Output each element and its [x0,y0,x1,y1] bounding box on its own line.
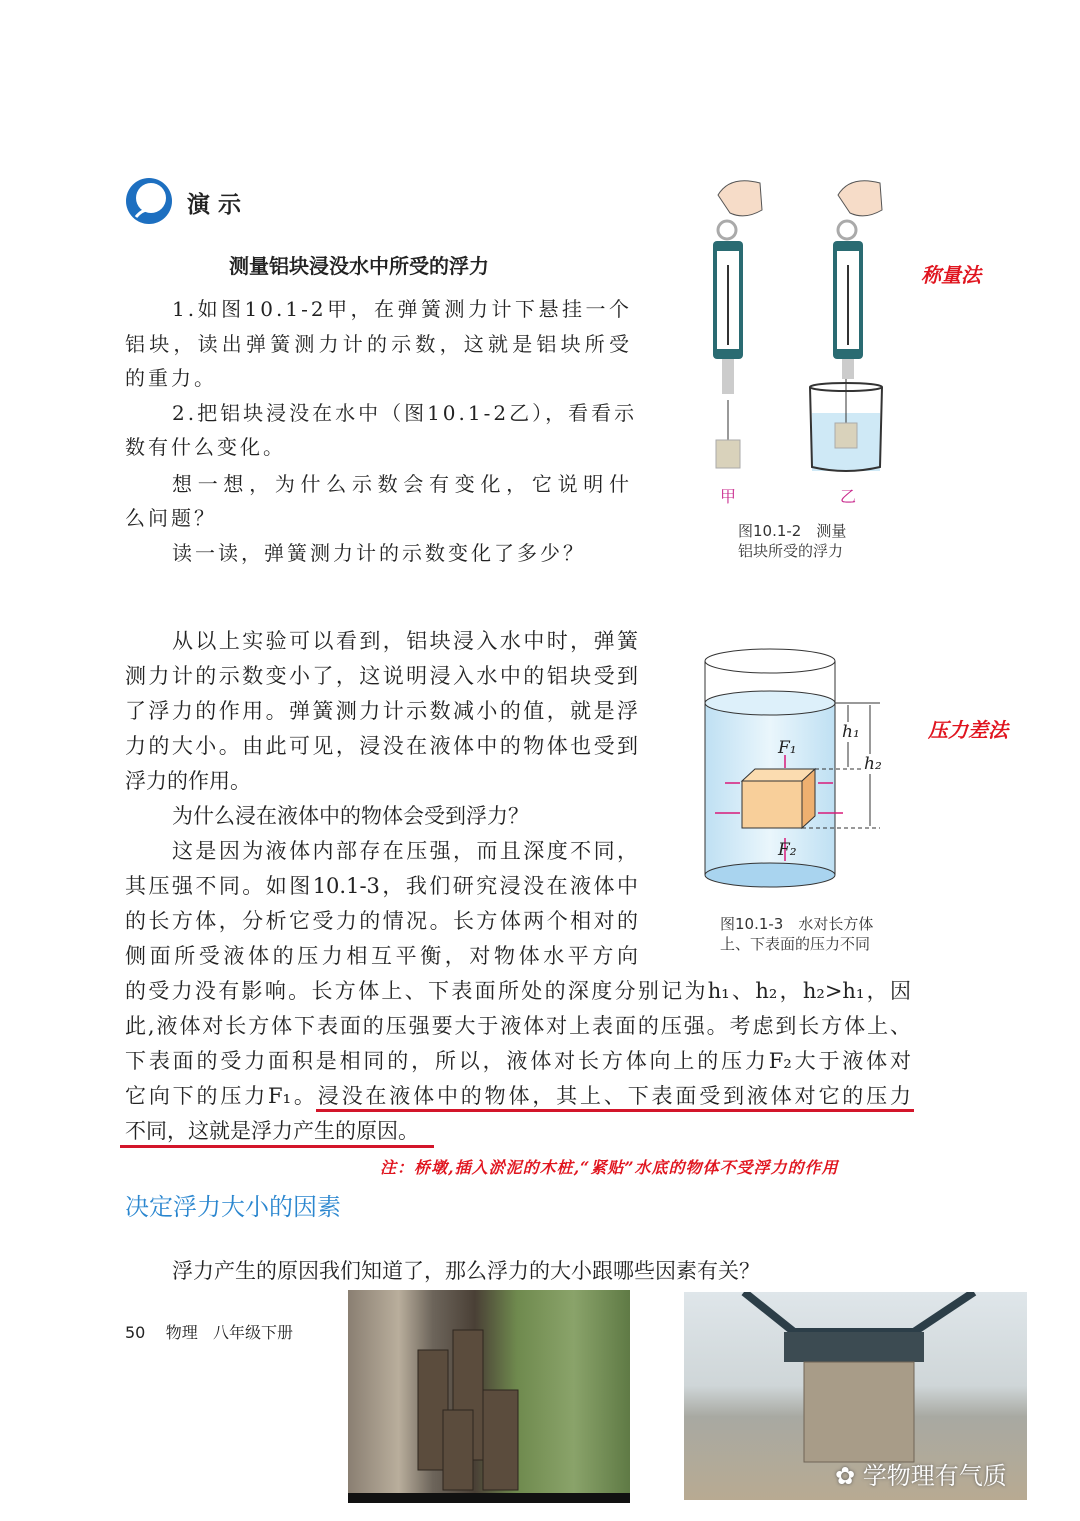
demo-line: 读一读，弹簧测力计的示数变化了多少？ [172,541,586,565]
body-line: 为什么浸在液体中的物体会受到浮力？ [172,804,529,828]
force-label-f1: F₁ [778,738,797,758]
figure-label-b: 乙 [840,487,857,506]
demo-line: 么问题？ [125,506,217,530]
red-underline [316,1109,914,1112]
demo-line: 铝块，读出弹簧测力计的示数，这就是铝块所受 [125,332,632,356]
body-line: 其压强不同。如图10.1-3，我们研究浸没在液体中 [125,874,638,898]
wooden-piles-photo [348,1290,630,1503]
section-heading: 决定浮力大小的因素 [125,1193,341,1221]
figure1-caption-line1: 图10.1-2 测量 [738,522,847,540]
demo-icon [124,177,176,225]
wechat-icon: ✿ [835,1462,856,1490]
body-line: 测力计的示数变小了，这说明浸入水中的铝块受到 [125,664,638,688]
body-line: 下表面的受力面积是相同的，所以，液体对长方体向上的压力F₂大于液体对 [125,1049,911,1073]
figure1-caption-line2: 铝块所受的浮力 [738,542,844,560]
depth-label-h2: h₂ [864,754,882,774]
force-label-f2: F₂ [778,840,797,860]
red-underline [120,1145,434,1148]
demo-label: 演 示 [187,192,242,218]
body-line: 的受力没有影响。长方体上、下表面所处的深度分别记为h₁、h₂，h₂>h₁，因 [125,979,911,1003]
demo-line: 数有什么变化。 [125,435,286,459]
demo-line: 的重力。 [125,366,217,390]
body-line: 此,液体对长方体下表面的压强要大于液体对上表面的压强。考虑到长方体上、 [125,1014,911,1038]
section-intro: 浮力产生的原因我们知道了，那么浮力的大小跟哪些因素有关？ [172,1259,760,1283]
body-line: 浮力的作用。 [125,769,251,793]
body-line: 了浮力的作用。弹簧测力计示数减小的值，就是浮 [125,699,638,723]
body-line: 这是因为液体内部存在压强，而且深度不同， [172,839,638,863]
spring-scale-figure [690,175,910,475]
body-line: 侧面所受液体的压力相互平衡，对物体水平方向 [125,944,638,968]
spring-scale-a [713,181,762,468]
figure2-caption-line2: 上、下表面的压力不同 [720,935,871,953]
watermark [835,1456,1007,1491]
watermark-text: 学物理有气质 [862,1462,1007,1490]
demo-line: 想一想，为什么示数会有变化，它说明什 [172,472,632,496]
body-line: 力的大小。由此可见，浸没在液体中的物体也受到 [125,734,638,758]
page-footer [125,1320,293,1343]
handwritten-note-pressure-difference: 压力差法 [928,718,1008,742]
spring-scale-b [810,181,882,471]
figure-label-a: 甲 [720,487,737,506]
body-line: 它向下的压力F₁。浸没在液体中的物体，其上、下表面受到液体对它的压力 [125,1084,911,1108]
footer-subject: 物理 [165,1323,198,1342]
footer-grade: 八年级下册 [212,1323,293,1342]
depth-label-h1: h₁ [842,722,860,742]
body-line: 的长方体，分析它受力的情况。长方体两个相对的 [125,909,638,933]
demo-line: 1.如图10.1-2甲，在弹簧测力计下悬挂一个 [172,297,632,321]
handwritten-note-weighing-method: 称量法 [921,263,981,287]
figure2-caption-line1: 图10.1-3 水对长方体 [720,915,874,933]
handwritten-note: 注：桥墩,插入淤泥的木桩,“紧贴”水底的物体不受浮力的作用 [380,1158,839,1177]
demo-title: 测量铝块浸没水中所受的浮力 [229,254,489,278]
body-line: 从以上实验可以看到，铝块浸入水中时，弹簧 [172,629,638,653]
demo-line: 2.把铝块浸没在水中（图10.1-2乙），看看示 [172,401,638,425]
body-line: 不同，这就是浮力产生的原因。 [125,1119,419,1143]
page-number: 50 [125,1323,146,1342]
